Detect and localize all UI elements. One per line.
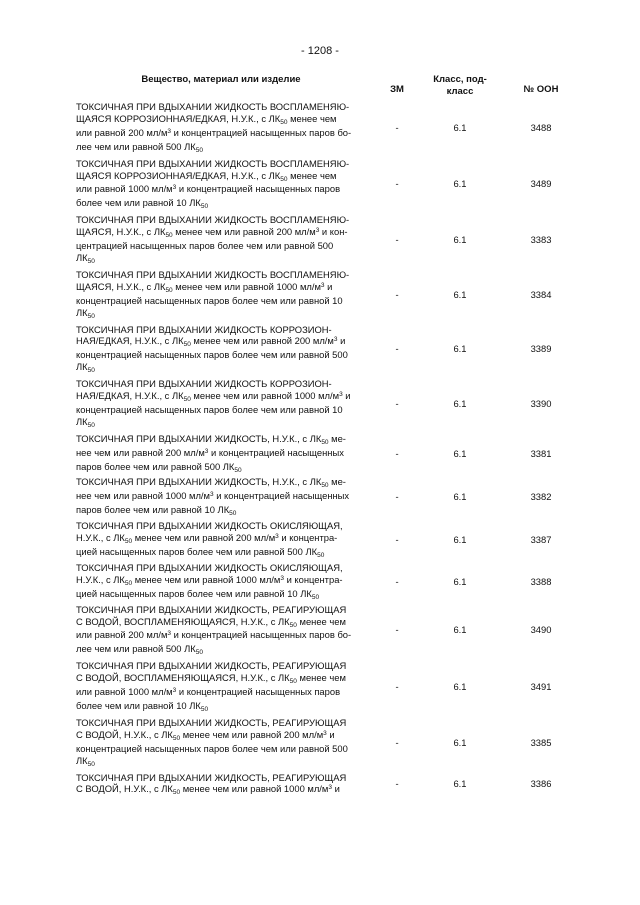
table-header: [76, 73, 576, 101]
zm-value: -: [395, 343, 399, 355]
description-line: С ВОДОЙ, ВОСПЛАМЕНЯЮЩАЯСЯ, Н.У.К., с $ЛК_{50}$ менее чем: [76, 672, 346, 686]
description-line: С ВОДОЙ, Н.У.К., с $ЛК_{50}$ менее чем или равной 200 $мл/м^3$ и: [76, 728, 335, 742]
header-class-line2: класс: [446, 86, 474, 97]
un-number-value: 3382: [530, 491, 552, 503]
description-line: более чем или равной 10 $ЛК_{50}$: [76, 197, 209, 211]
class-value: 6.1: [453, 178, 467, 190]
zm-value: -: [395, 234, 399, 246]
table-row: [76, 158, 576, 212]
class-value: 6.1: [453, 681, 467, 693]
class-value: 6.1: [453, 397, 467, 409]
description-line: НАЯ/ЕДКАЯ, Н.У.К., с $ЛК_{50}$ менее чем или равной 1000 $мл/м^3$ и: [76, 390, 351, 404]
substance-description: [76, 101, 366, 155]
class-value: 6.1: [453, 736, 467, 748]
class-value: 6.1: [453, 288, 467, 300]
description-line: или равной 1000 $мл/м^3$ и концентрацией насыщенных паров: [76, 183, 341, 195]
table-row: [76, 324, 576, 376]
table-row: [76, 269, 576, 321]
description-line: ЩАЯСЯ КОРРОЗИОННАЯ/ЕДКАЯ, Н.У.К., с $ЛК_{50}$ менее чем: [76, 112, 337, 126]
class-value: 6.1: [453, 624, 467, 636]
zm-value: -: [395, 491, 399, 503]
description-line: ЩАЯСЯ, Н.У.К., с $ЛК_{50}$ менее чем или равной 200 $мл/м^3$ и кон-: [76, 226, 348, 240]
un-number-value: 3390: [530, 397, 552, 409]
description-line: ТОКСИЧНАЯ ПРИ ВДЫХАНИИ ЖИДКОСТЬ, РЕАГИРУЮЩАЯ: [76, 771, 347, 783]
zm-value: -: [395, 624, 399, 636]
description-line: концентрацией насыщенных паров более чем или равной 10: [76, 294, 343, 306]
substance-description: [76, 433, 366, 475]
un-number-value: 3491: [530, 681, 552, 693]
description-line: более чем или равной 10 $ЛК_{50}$: [76, 699, 209, 713]
table-row: [76, 101, 576, 155]
class-value: 6.1: [453, 234, 467, 246]
description-line: ТОКСИЧНАЯ ПРИ ВДЫХАНИИ ЖИДКОСТЬ ОКИСЛЯЮЩАЯ,: [76, 520, 343, 532]
substance-description: [76, 604, 366, 658]
header-class: [424, 74, 496, 98]
description-line: центрацией насыщенных паров более чем или равной 500: [76, 240, 334, 252]
description-line: ЩАЯСЯ КОРРОЗИОННАЯ/ЕДКАЯ, Н.У.К., с $ЛК_{50}$ менее чем: [76, 169, 337, 183]
substance-description: [76, 158, 366, 212]
description-line: $ЛК_{50}$: [76, 251, 95, 265]
un-number-value: 3488: [530, 121, 552, 133]
table-row: [76, 562, 576, 602]
un-number-value: 3490: [530, 624, 552, 636]
table-row: [76, 520, 576, 560]
un-number-value: 3381: [530, 447, 552, 459]
description-line: ЩАЯСЯ, Н.У.К., с $ЛК_{50}$ менее чем или равной 1000 $мл/м^3$ и: [76, 280, 333, 294]
description-line: концентрацией насыщенных паров более чем или равной 500: [76, 742, 348, 754]
class-value: 6.1: [453, 575, 467, 587]
substance-description: [76, 772, 366, 798]
table-row: [76, 433, 576, 475]
description-line: или равной 200 $мл/м^3$ и концентрацией насыщенных паров бо-: [76, 126, 352, 138]
substance-description: [76, 214, 366, 266]
table-row: [76, 476, 576, 518]
description-line: ТОКСИЧНАЯ ПРИ ВДЫХАНИИ ЖИДКОСТЬ КОРРОЗИОН-: [76, 378, 332, 390]
description-line: ТОКСИЧНАЯ ПРИ ВДЫХАНИИ ЖИДКОСТЬ, Н.У.К., с $ЛК_{50}$ ме-: [76, 476, 346, 490]
un-number-value: 3389: [530, 343, 552, 355]
description-line: ТОКСИЧНАЯ ПРИ ВДЫХАНИИ ЖИДКОСТЬ, РЕАГИРУЮЩАЯ: [76, 716, 347, 728]
class-value: 6.1: [453, 534, 467, 546]
zm-value: -: [395, 178, 399, 190]
un-number-value: 3388: [530, 575, 552, 587]
description-line: ТОКСИЧНАЯ ПРИ ВДЫХАНИИ ЖИДКОСТЬ ВОСПЛАМЕНЯЮ-: [76, 101, 350, 112]
description-line: ТОКСИЧНАЯ ПРИ ВДЫХАНИИ ЖИДКОСТЬ, Н.У.К., с $ЛК_{50}$ ме-: [76, 432, 346, 446]
table-row: [76, 214, 576, 266]
table-row: [76, 717, 576, 769]
header-substance: Вещество, материал или изделие: [141, 74, 301, 85]
description-line: С ВОДОЙ, ВОСПЛАМЕНЯЮЩАЯСЯ, Н.У.К., с $ЛК_{50}$ менее чем: [76, 615, 346, 629]
table-body: [76, 101, 576, 797]
zm-value: -: [395, 288, 399, 300]
class-value: 6.1: [453, 121, 467, 133]
substance-description: [76, 269, 366, 321]
description-line: ТОКСИЧНАЯ ПРИ ВДЫХАНИИ ЖИДКОСТЬ ВОСПЛАМЕНЯЮ-: [76, 214, 350, 226]
substance-description: [76, 378, 366, 430]
table-row: [76, 378, 576, 430]
class-value: 6.1: [453, 343, 467, 355]
description-line: ТОКСИЧНАЯ ПРИ ВДЫХАНИИ ЖИДКОСТЬ, РЕАГИРУЮЩАЯ: [76, 660, 347, 672]
description-line: ТОКСИЧНАЯ ПРИ ВДЫХАНИИ ЖИДКОСТЬ ВОСПЛАМЕНЯЮ-: [76, 157, 350, 169]
description-line: Н.У.К., с $ЛК_{50}$ менее чем или равной 200 $мл/м^3$ и концентра-: [76, 532, 338, 546]
substance-description: [76, 520, 366, 560]
description-line: цией насыщенных паров более чем или равной 10 $ЛК_{50}$: [76, 587, 320, 601]
description-line: НАЯ/ЕДКАЯ, Н.У.К., с $ЛК_{50}$ менее чем или равной 200 $мл/м^3$ и: [76, 335, 346, 349]
description-line: Н.У.К., с $ЛК_{50}$ менее чем или равной 1000 $мл/м^3$ и концентра-: [76, 573, 343, 587]
description-line: концентрацией насыщенных паров более чем или равной 10: [76, 403, 343, 415]
un-number-value: 3387: [530, 534, 552, 546]
un-number-value: 3385: [530, 736, 552, 748]
zm-value: -: [395, 681, 399, 693]
zm-value: -: [395, 121, 399, 133]
description-line: концентрацией насыщенных паров более чем или равной 500: [76, 349, 348, 361]
description-line: ТОКСИЧНАЯ ПРИ ВДЫХАНИИ ЖИДКОСТЬ ОКИСЛЯЮЩАЯ,: [76, 561, 343, 573]
un-number-value: 3384: [530, 288, 552, 300]
class-value: 6.1: [453, 491, 467, 503]
header-un-number: № ООН: [523, 84, 559, 95]
substance-description: [76, 562, 366, 602]
description-line: цией насыщенных паров более чем или равной 500 $ЛК_{50}$: [76, 546, 325, 559]
zm-value: -: [395, 447, 399, 459]
substance-description: [76, 660, 366, 714]
description-line: ТОКСИЧНАЯ ПРИ ВДЫХАНИИ ЖИДКОСТЬ КОРРОЗИОН-: [76, 323, 332, 335]
substance-description: [76, 476, 366, 518]
class-value: 6.1: [453, 447, 467, 459]
description-line: ТОКСИЧНАЯ ПРИ ВДЫХАНИИ ЖИДКОСТЬ ВОСПЛАМЕНЯЮ-: [76, 268, 350, 280]
description-line: С ВОДОЙ, Н.У.К., с $ЛК_{50}$ менее чем или равной 1000 $мл/м^3$ и: [76, 783, 340, 797]
zm-value: -: [395, 575, 399, 587]
un-number-value: 3383: [530, 234, 552, 246]
zm-value: -: [395, 736, 399, 748]
description-line: $ЛК_{50}$: [76, 361, 95, 375]
substance-description: [76, 717, 366, 769]
description-line: $ЛК_{50}$: [76, 754, 95, 768]
description-line: ТОКСИЧНАЯ ПРИ ВДЫХАНИИ ЖИДКОСТЬ, РЕАГИРУЮЩАЯ: [76, 603, 347, 615]
header-class-line1: Класс, под-: [433, 74, 487, 85]
table-row: [76, 604, 576, 658]
description-line: $ЛК_{50}$: [76, 306, 95, 320]
zm-value: -: [395, 534, 399, 546]
table-row: [76, 772, 576, 798]
description-line: нее чем или равной 200 $мл/м^3$ и концентрацией насыщенных: [76, 446, 344, 458]
description-line: лее чем или равной 500 $ЛК_{50}$: [76, 643, 203, 657]
zm-value: -: [395, 778, 399, 790]
description-line: лее чем или равной 500 $ЛК_{50}$: [76, 140, 203, 154]
description-line: или равной 200 $мл/м^3$ и концентрацией насыщенных паров бо-: [76, 629, 352, 641]
table-row: [76, 660, 576, 714]
description-line: или равной 1000 $мл/м^3$ и концентрацией насыщенных паров: [76, 686, 341, 698]
description-line: паров более чем или равной 500 $ЛК_{50}$: [76, 460, 242, 474]
page-number: - 1208 -: [301, 45, 339, 57]
un-number-value: 3386: [530, 778, 552, 790]
class-value: 6.1: [453, 778, 467, 790]
header-zm: ЗМ: [390, 84, 404, 95]
substance-description: [76, 324, 366, 376]
un-number-value: 3489: [530, 178, 552, 190]
zm-value: -: [395, 397, 399, 409]
description-line: нее чем или равной 1000 $мл/м^3$ и концентрацией насыщенных: [76, 490, 350, 502]
description-line: паров более чем или равной 10 $ЛК_{50}$: [76, 504, 237, 518]
description-line: $ЛК_{50}$: [76, 415, 95, 429]
